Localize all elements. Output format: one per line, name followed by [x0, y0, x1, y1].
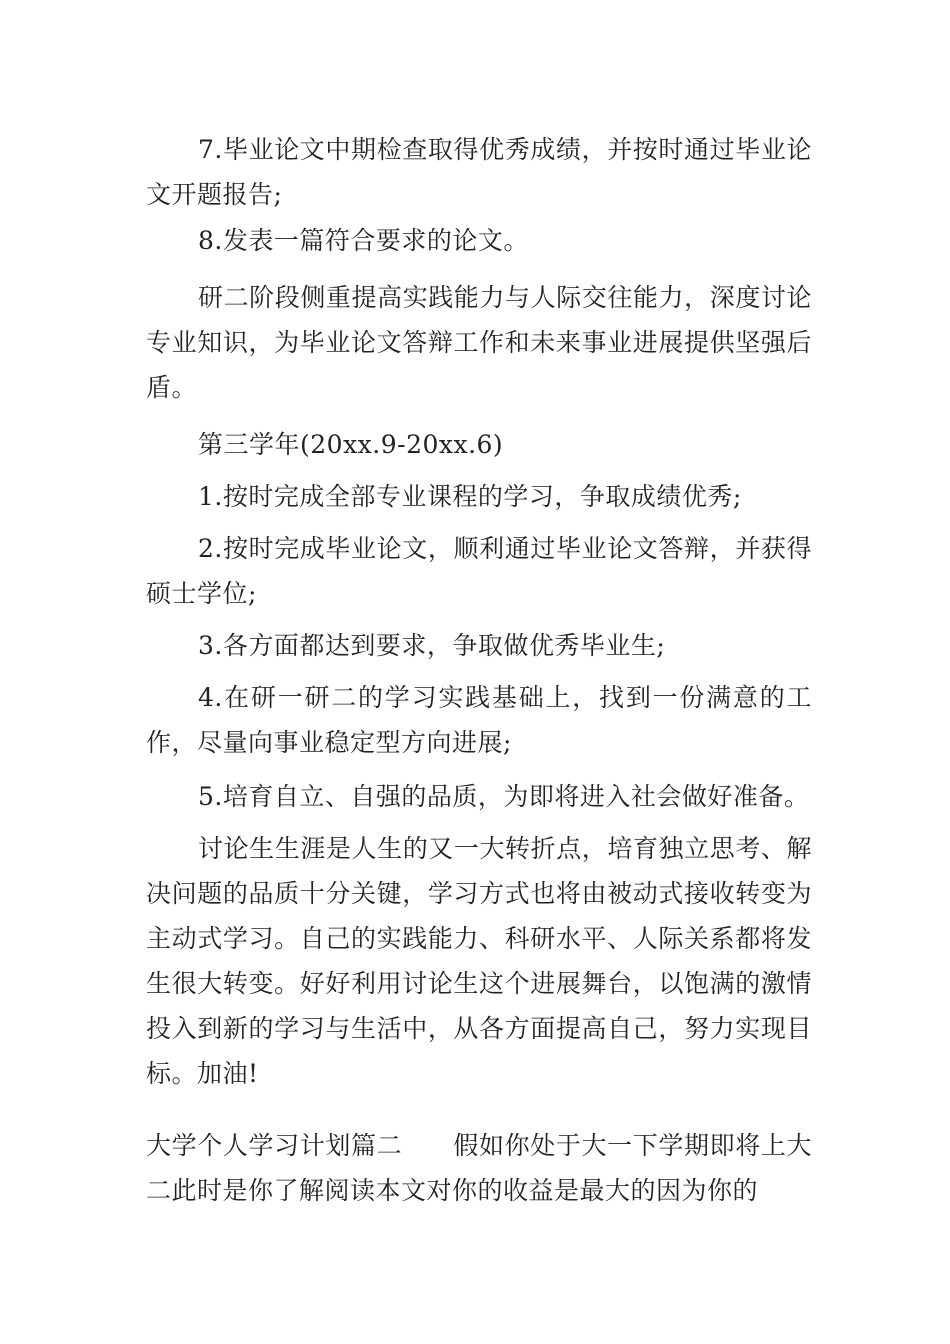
paragraph-item-8: 8.发表一篇符合要求的论文。: [198, 226, 529, 255]
paragraph-conclusion: 讨论生生涯是人生的又一大转折点，培育独立思考、解决问题的品质十分关键，学习方式也将由被动式接收转变为主动式学习。自己的实践能力、科研水平、人际关系都将发生很大转变。好好利用讨论生这个进展舞台，以饱满的激情投入到新的学习与生活中，从各方面提高自己，努力实现目标。加油!: [146, 834, 812, 1088]
paragraph-item-1: 1.按时完成全部专业课程的学习，争取成绩优秀;: [198, 482, 742, 511]
paragraph-item-3: 3.各方面都达到要求，争取做优秀毕业生;: [198, 631, 666, 660]
paragraph-next-article-title: 大学个人学习计划篇二 假如你处于大一下学期即将上大二此时是你了解阅读本文对你的收益是最大的因为你的: [146, 1131, 812, 1205]
paragraph-item-7: 7.毕业论文中期检查取得优秀成绩，并按时通过毕业论文开题报告;: [146, 135, 812, 209]
section-heading-third-year: 第三学年(20xx.9-20xx.6): [198, 430, 504, 459]
paragraph-item-4: 4.在研一研二的学习实践基础上，找到一份满意的工作，尽量向事业稳定型方向进展;: [146, 683, 812, 757]
paragraph-item-5: 5.培育自立、自强的品质，为即将进入社会做好准备。: [198, 782, 810, 811]
paragraph-year-two-summary: 研二阶段侧重提高实践能力与人际交往能力，深度讨论专业知识，为毕业论文答辩工作和未来事业进展提供坚强后盾。: [146, 283, 812, 402]
paragraph-item-2: 2.按时完成毕业论文，顺利通过毕业论文答辩，并获得硕士学位;: [146, 534, 812, 608]
